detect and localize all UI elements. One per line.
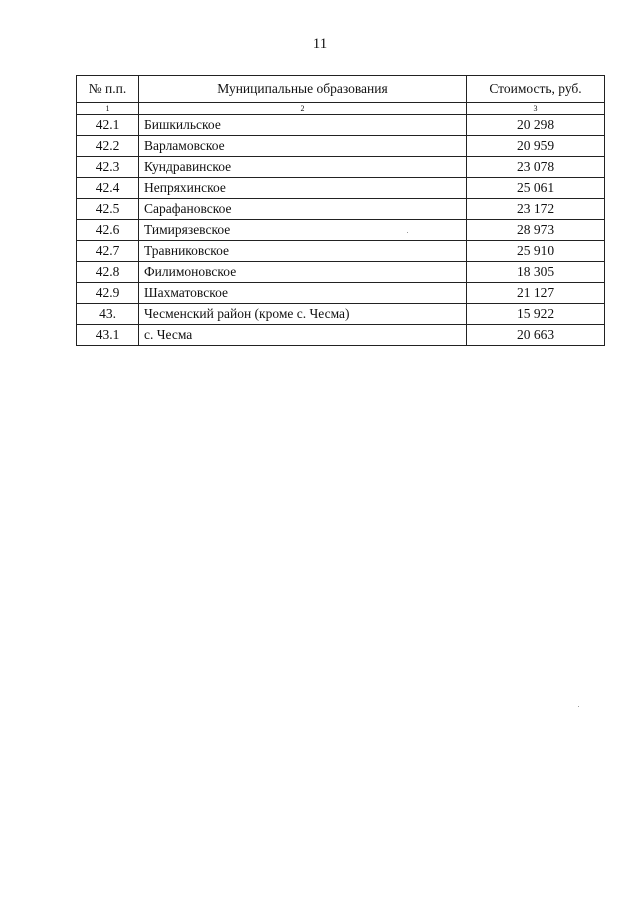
row-number: 42.5 bbox=[77, 199, 139, 220]
table-row bbox=[77, 241, 605, 262]
row-cost: 15 922 bbox=[467, 304, 605, 325]
row-cost: 25 910 bbox=[467, 241, 605, 262]
row-number: 42.1 bbox=[77, 115, 139, 136]
scan-speck bbox=[578, 706, 579, 707]
row-municipality: Тимирязевское bbox=[139, 220, 467, 241]
table-row bbox=[77, 199, 605, 220]
row-cost: 21 127 bbox=[467, 283, 605, 304]
row-municipality: Травниковское bbox=[139, 241, 467, 262]
row-number: 42.6 bbox=[77, 220, 139, 241]
table-row bbox=[77, 157, 605, 178]
row-cost: 23 172 bbox=[467, 199, 605, 220]
row-cost: 23 078 bbox=[467, 157, 605, 178]
row-cost: 25 061 bbox=[467, 178, 605, 199]
column-number-2: 2 bbox=[139, 103, 467, 115]
table-row bbox=[77, 178, 605, 199]
row-municipality: Филимоновское bbox=[139, 262, 467, 283]
table-row bbox=[77, 262, 605, 283]
row-municipality: Сарафановское bbox=[139, 199, 467, 220]
cost-table bbox=[76, 75, 605, 346]
column-number-1: 1 bbox=[77, 103, 139, 115]
row-number: 42.9 bbox=[77, 283, 139, 304]
row-municipality: Варламовское bbox=[139, 136, 467, 157]
row-number: 42.2 bbox=[77, 136, 139, 157]
table-row bbox=[77, 136, 605, 157]
row-cost: 20 298 bbox=[467, 115, 605, 136]
row-number: 43.1 bbox=[77, 325, 139, 346]
row-municipality: Кундравинское bbox=[139, 157, 467, 178]
row-municipality: с. Чесма bbox=[139, 325, 467, 346]
table-row bbox=[77, 304, 605, 325]
column-number-3: 3 bbox=[467, 103, 605, 115]
row-municipality: Шахматовское bbox=[139, 283, 467, 304]
header-municipality: Муниципальные образования bbox=[139, 76, 467, 103]
row-cost: 20 959 bbox=[467, 136, 605, 157]
scan-speck bbox=[407, 232, 408, 233]
column-number-row bbox=[77, 103, 605, 115]
row-municipality: Чесменский район (кроме с. Чесма) bbox=[139, 304, 467, 325]
header-number: № п.п. bbox=[77, 76, 139, 103]
row-number: 42.7 bbox=[77, 241, 139, 262]
table-header-row bbox=[77, 76, 605, 103]
header-cost: Стоимость, руб. bbox=[467, 76, 605, 103]
row-municipality: Бишкильское bbox=[139, 115, 467, 136]
row-number: 42.3 bbox=[77, 157, 139, 178]
row-number: 42.8 bbox=[77, 262, 139, 283]
row-cost: 18 305 bbox=[467, 262, 605, 283]
table-row bbox=[77, 283, 605, 304]
row-municipality: Непряхинское bbox=[139, 178, 467, 199]
table-row bbox=[77, 325, 605, 346]
row-number: 43. bbox=[77, 304, 139, 325]
row-cost: 28 973 bbox=[467, 220, 605, 241]
table-row bbox=[77, 115, 605, 136]
page-number: 11 bbox=[312, 36, 328, 52]
table-row bbox=[77, 220, 605, 241]
row-cost: 20 663 bbox=[467, 325, 605, 346]
row-number: 42.4 bbox=[77, 178, 139, 199]
